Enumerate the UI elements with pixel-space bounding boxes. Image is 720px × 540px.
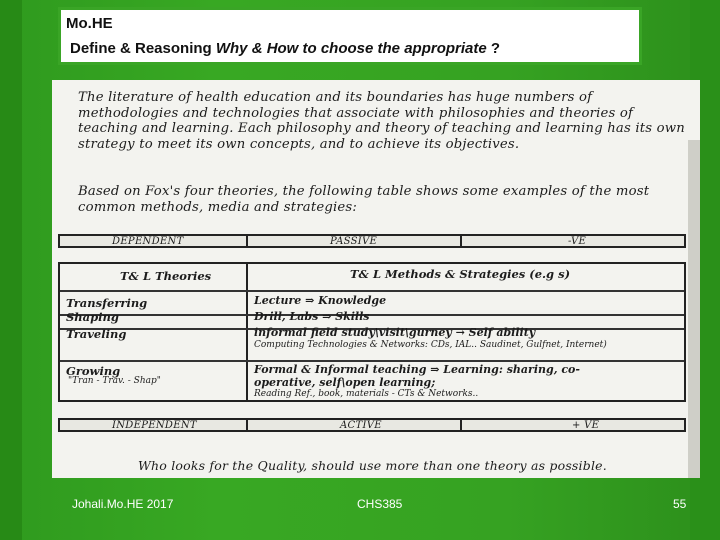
subtitle-part-b: Why & How to choose the appropriate bbox=[215, 40, 487, 57]
band-separator bbox=[460, 418, 462, 432]
footer-course: CHS385 bbox=[357, 497, 403, 511]
theories-quote: "Tran - Trav. - Shap" bbox=[68, 376, 161, 386]
methods-transferring: Lecture ⇒ Knowledge bbox=[254, 294, 387, 307]
methods-growing-extra2: Reading Ref., book, materials - CTs & Networks.. bbox=[254, 389, 479, 399]
theory-traveling: Traveling bbox=[66, 327, 127, 341]
methods-traveling: informal field study\visit\gurney → Self ability bbox=[254, 326, 536, 339]
subtitle-part-c: ? bbox=[486, 40, 501, 57]
table-row-divider bbox=[60, 360, 684, 362]
band-positive-label: + VE bbox=[572, 420, 600, 431]
table-row-divider bbox=[60, 314, 684, 316]
band-dependent bbox=[58, 234, 686, 248]
theory-growing: Growing bbox=[66, 364, 121, 378]
methods-growing-extra: operative, self\open learning; bbox=[254, 376, 436, 389]
band-separator bbox=[246, 418, 248, 432]
table-header-divider bbox=[60, 290, 684, 292]
methods-traveling-extra: Computing Technologies & Networks: CDs, IAL.. Saudinet, Gulfnet, Internet) bbox=[254, 340, 607, 350]
scanned-document bbox=[52, 80, 700, 478]
slide-title: Mo.HE bbox=[66, 15, 113, 32]
scan-shadow bbox=[688, 140, 700, 478]
theory-transferring: Transferring bbox=[66, 296, 148, 310]
band-negative-label: -VE bbox=[568, 236, 587, 247]
subtitle-part-a: Define & Reasoning bbox=[70, 40, 216, 57]
table-column-divider bbox=[246, 264, 248, 400]
methods-shaping: Drill, Labs ⇒ Skills bbox=[254, 310, 370, 323]
band-separator bbox=[460, 234, 462, 248]
band-independent bbox=[58, 418, 686, 432]
band-active-label: ACTIVE bbox=[340, 420, 382, 431]
band-separator bbox=[246, 234, 248, 248]
closing-statement: Who looks for the Quality, should use more than one theory as possible. bbox=[138, 458, 607, 473]
slide-title-box bbox=[58, 7, 642, 65]
slide-subtitle bbox=[70, 40, 500, 57]
methods-growing: Formal & Informal teaching ⇒ Learning: sharing, co- bbox=[254, 363, 580, 376]
background-stripe-left bbox=[0, 0, 22, 540]
band-dependent-label: DEPENDENT bbox=[112, 236, 184, 247]
theory-shaping: Shaping bbox=[66, 310, 119, 324]
footer-page-number: 55 bbox=[673, 497, 687, 511]
paragraph-intro: The literature of health education and its boundaries has huge numbers of methodologies and technologies that associate with philosophies and theories of teaching and learning. Each philosophy and theory of teaching and learning has its own strategy to meet its own concepts, and to achieve its objectives. bbox=[78, 90, 685, 152]
footer-author: Johali.Mo.HE 2017 bbox=[72, 497, 174, 511]
band-passive-label: PASSIVE bbox=[330, 236, 378, 247]
table-header-theories: T& L Theories bbox=[120, 269, 212, 283]
table-header-methods: T& L Methods & Strategies (e.g s) bbox=[350, 267, 571, 281]
band-independent-label: INDEPENDENT bbox=[112, 420, 197, 431]
paragraph-fox-theories: Based on Fox's four theories, the following table shows some examples of the most common methods, media and strategies: bbox=[78, 184, 650, 215]
